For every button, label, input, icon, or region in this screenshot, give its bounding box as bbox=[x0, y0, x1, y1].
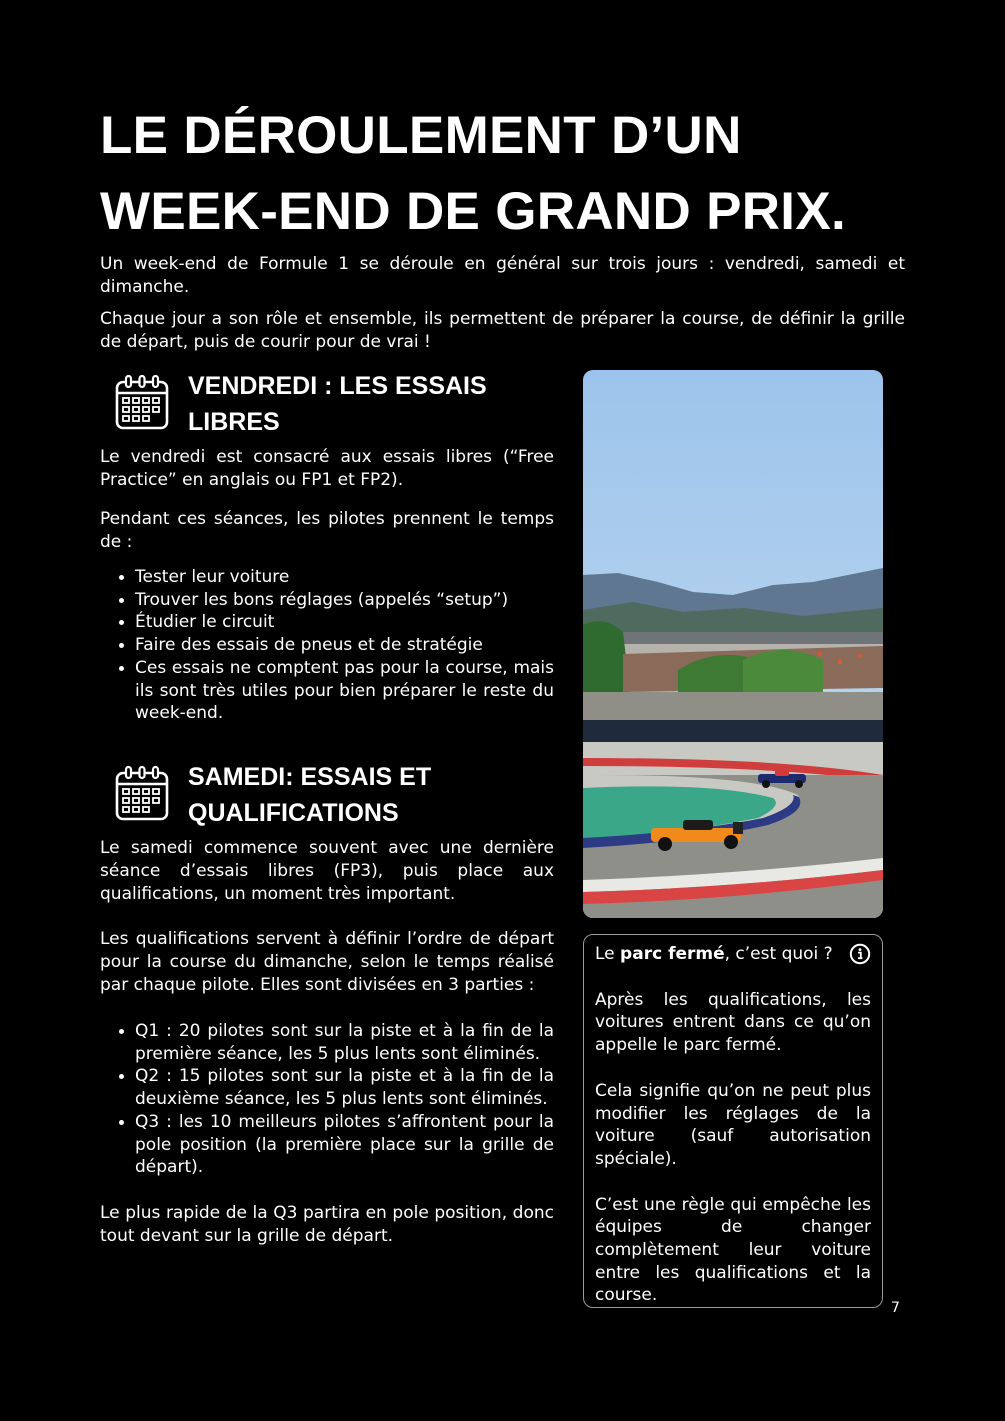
calendar-icon bbox=[114, 372, 170, 432]
friday-section bbox=[100, 368, 554, 725]
intro-paragraph: Chaque jour a son rôle et ensemble, ils permettent de préparer la course, de définir la grille de départ, puis de courir pour de vrai ! bbox=[100, 309, 905, 352]
info-question-term: parc fermé bbox=[620, 944, 725, 964]
friday-title-line-1: VENDREDI : LES ESSAIS bbox=[188, 372, 487, 400]
list-item: • Trouver les bons réglages (appelés “setup”) bbox=[135, 589, 554, 612]
saturday-title-line-1: SAMEDI: ESSAIS ET bbox=[188, 763, 432, 791]
qualifying-bullet-list bbox=[100, 1020, 554, 1179]
parc-ferme-info-box bbox=[583, 934, 883, 1308]
friday-title bbox=[188, 368, 487, 440]
list-item: • Q1 : 20 pilotes sont sur la piste et à la fin de la première séance, les 5 plus lents sont éliminés. bbox=[135, 1020, 554, 1065]
saturday-heading bbox=[100, 759, 554, 831]
list-item: • Q2 : 15 pilotes sont sur la piste et à la fin de la deuxième séance, les 5 plus lents sont éliminés. bbox=[135, 1065, 554, 1110]
calendar-icon bbox=[114, 763, 170, 823]
saturday-paragraph: Les qualifications servent à définir l’ordre de départ pour la course du dimanche, selon le temps réalisé par chaque pilote. Elles sont divisées en 3 parties : bbox=[100, 929, 554, 995]
list-item: • Faire des essais de pneus et de stratégie bbox=[135, 634, 554, 657]
saturday-title-line-2: QUALIFICATIONS bbox=[188, 799, 399, 827]
page-number: 7 bbox=[891, 1300, 900, 1316]
page-title bbox=[100, 98, 920, 250]
list-item: • Tester leur voiture bbox=[135, 566, 554, 589]
race-track-photo bbox=[583, 370, 883, 918]
page-title-line-2: WEEK-END DE GRAND PRIX. bbox=[100, 182, 847, 241]
page-title-line-1: LE DÉROULEMENT D’UN bbox=[100, 106, 742, 165]
saturday-paragraph: Le samedi commence souvent avec une dernière séance d’essais libres (FP3), puis place aux qualifications, un moment très important. bbox=[100, 838, 554, 904]
friday-title-line-2: LIBRES bbox=[188, 408, 280, 436]
info-box-question bbox=[595, 943, 833, 966]
saturday-section bbox=[100, 759, 554, 1248]
intro bbox=[100, 253, 905, 363]
intro-paragraph: Un week-end de Formule 1 se déroule en général sur trois jours : vendredi, samedi et dimanche. bbox=[100, 254, 905, 297]
friday-paragraph: Pendant ces séances, les pilotes prennent le temps de : bbox=[100, 509, 554, 552]
info-question-suffix: , c’est quoi ? bbox=[724, 944, 833, 964]
info-box-paragraph: Cela signifie qu’on ne peut plus modifier les réglages de la voiture (sauf autorisation spéciale). bbox=[595, 1080, 871, 1169]
friday-heading bbox=[100, 368, 554, 440]
race-track-illustration bbox=[583, 370, 883, 918]
list-item: • Ces essais ne comptent pas pour la course, mais ils sont très utiles pour bien préparer le reste du week-end. bbox=[135, 657, 554, 725]
list-item: • Q3 : les 10 meilleurs pilotes s’affrontent pour la pole position (la première place sur la grille de départ). bbox=[135, 1111, 554, 1179]
info-icon bbox=[849, 943, 871, 965]
saturday-paragraph: Le plus rapide de la Q3 partira en pole position, donc tout devant sur la grille de départ. bbox=[100, 1202, 554, 1246]
info-box-paragraph: C’est une règle qui empêche les équipes de changer complètement leur voiture entre les qualifications et la course. bbox=[595, 1194, 871, 1306]
saturday-title bbox=[188, 759, 431, 831]
friday-bullet-list bbox=[100, 566, 554, 725]
info-box-paragraph: Après les qualifications, les voitures entrent dans ce qu’on appelle le parc fermé. bbox=[595, 989, 871, 1056]
list-item: • Étudier le circuit bbox=[135, 611, 554, 634]
friday-paragraph: Le vendredi est consacré aux essais libres (“Free Practice” en anglais ou FP1 et FP2). bbox=[100, 447, 554, 490]
info-box-heading bbox=[595, 943, 871, 966]
info-question-prefix: Le bbox=[595, 944, 621, 964]
